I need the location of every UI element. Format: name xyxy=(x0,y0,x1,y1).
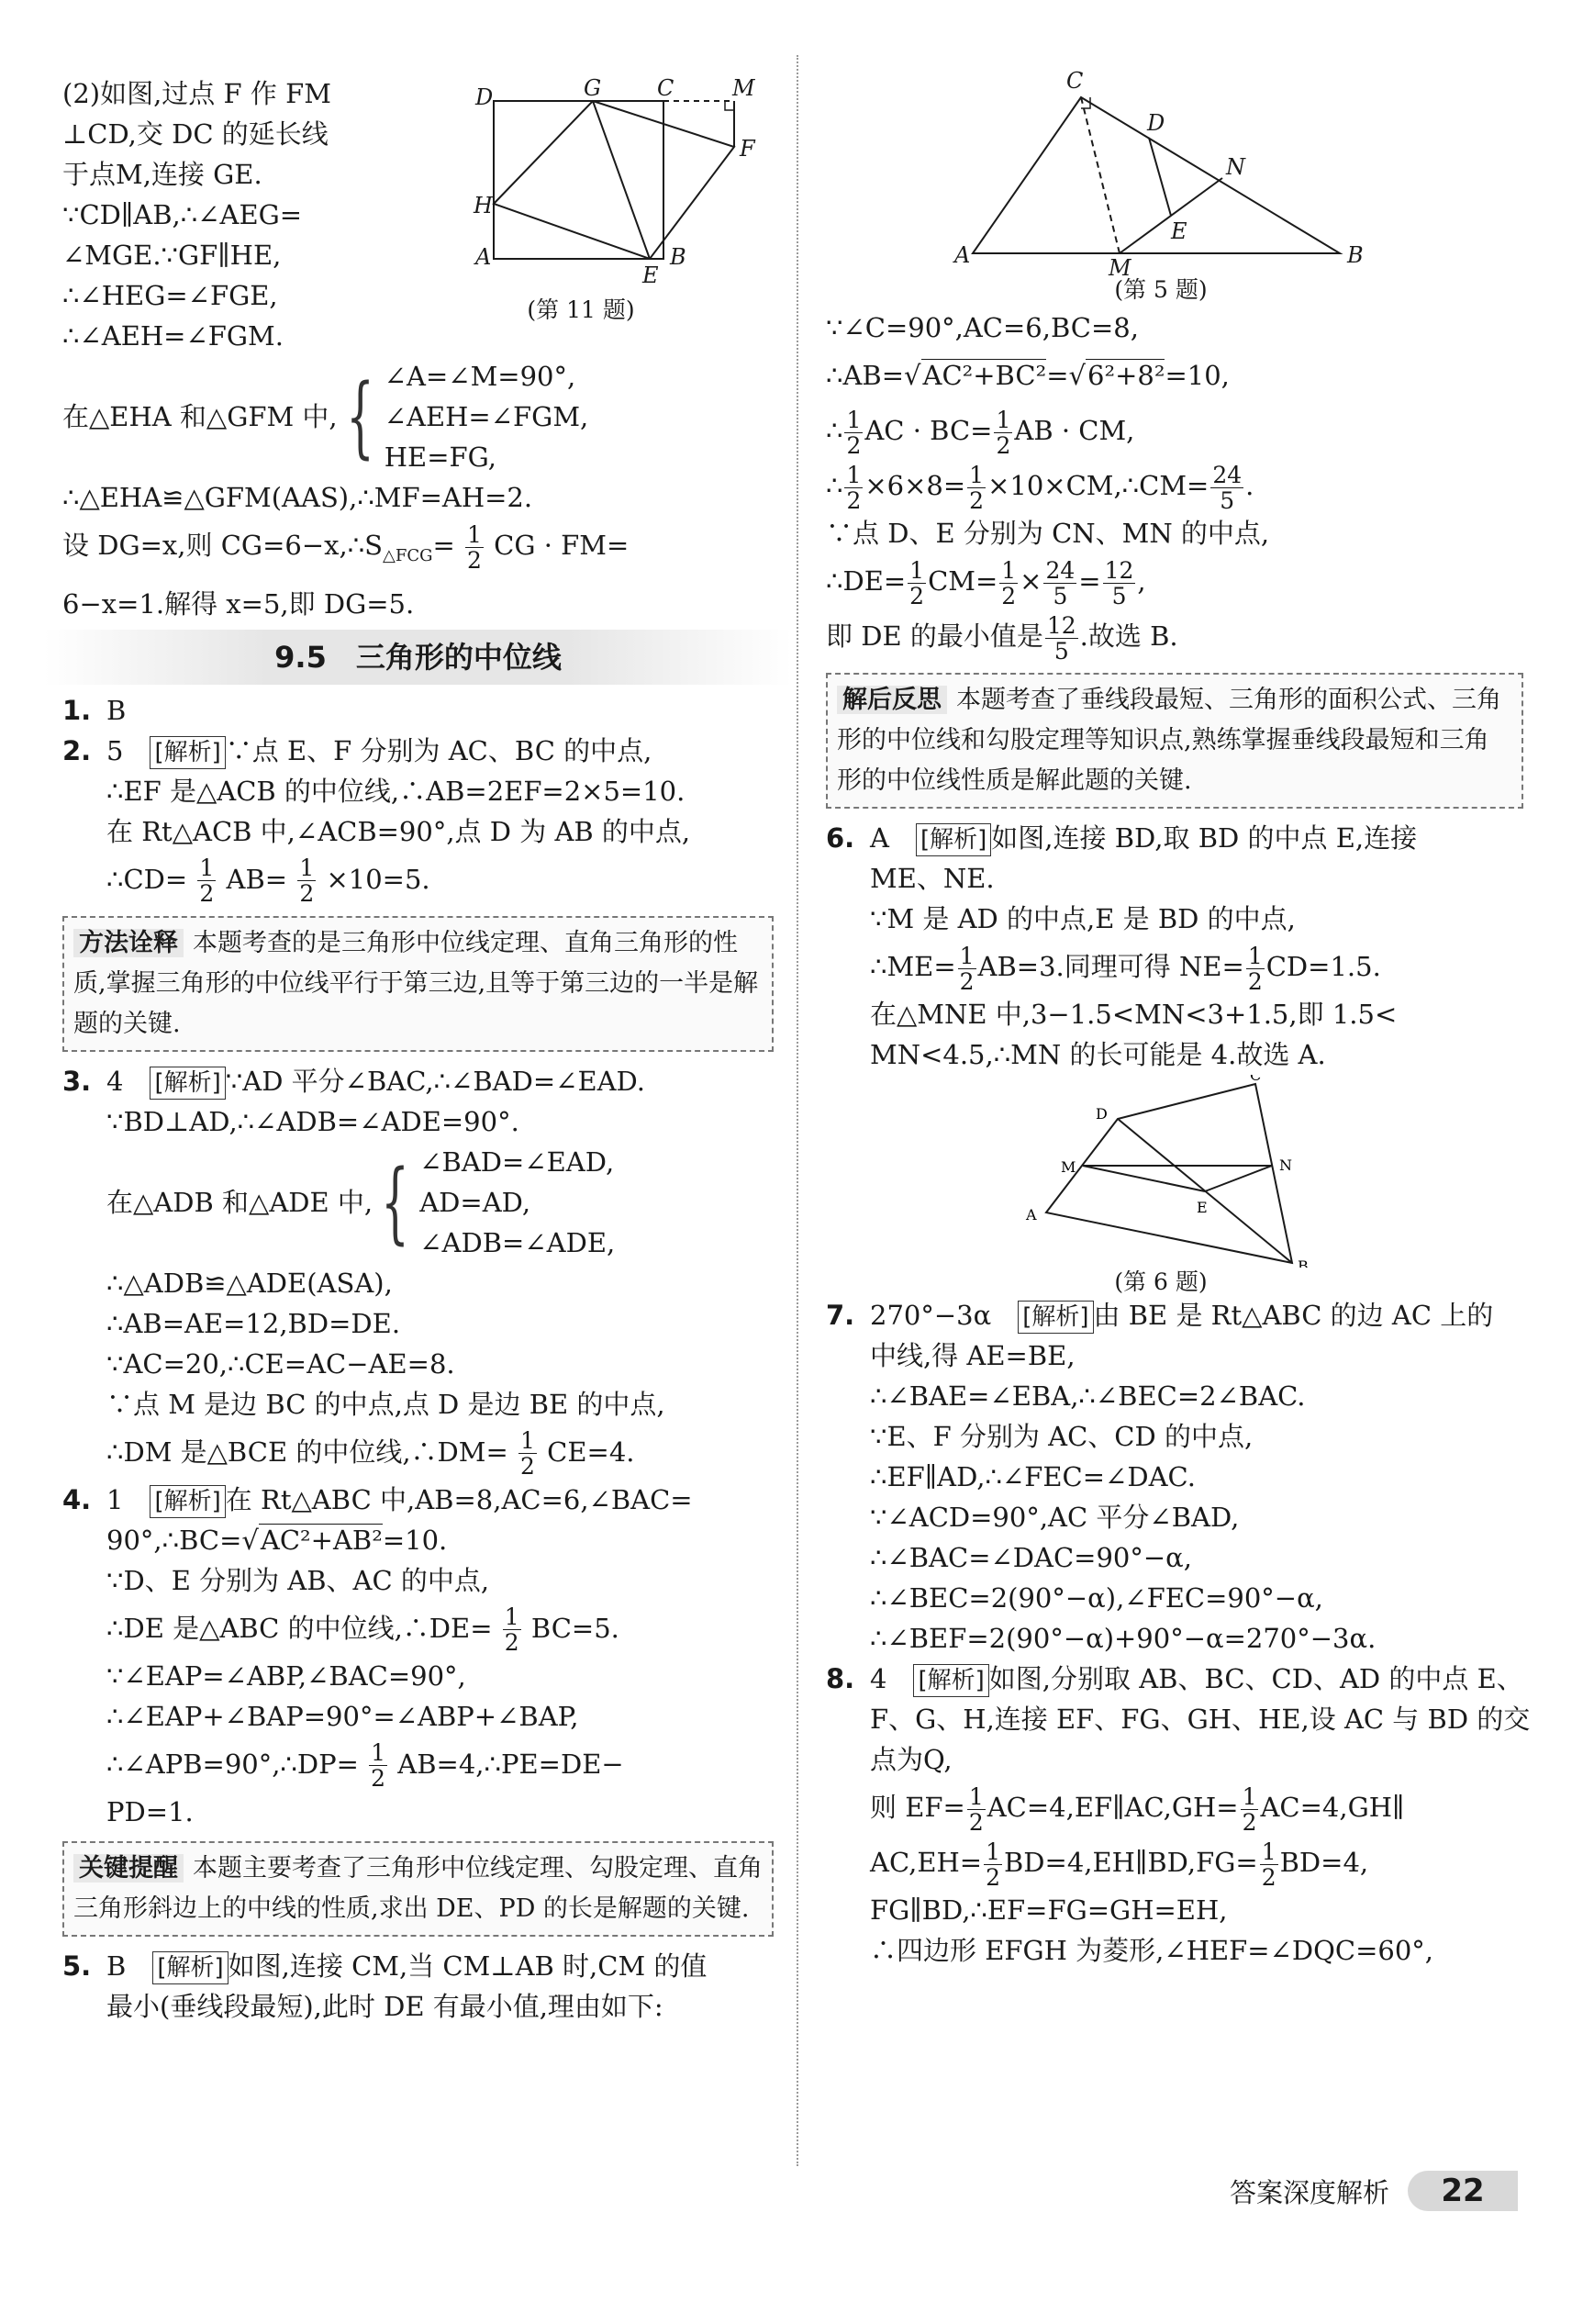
brace-icon: { xyxy=(345,365,374,468)
system-line: ∠AEH=∠FGM, xyxy=(384,401,589,432)
point-label: F xyxy=(740,136,755,162)
point-label: E xyxy=(1197,1199,1208,1216)
text-segment: , xyxy=(1137,565,1146,597)
text-line xyxy=(62,852,774,907)
text-line xyxy=(826,609,1523,664)
text-line: ∴∠EAP+∠BAP=90°=∠ABP+∠BAP, xyxy=(106,1700,579,1732)
text-segment: 如图,分别取 AB、BC、CD、AD 的中点 E、 xyxy=(988,1663,1523,1694)
denominator: 2 xyxy=(504,1629,519,1657)
answer-7 xyxy=(826,1295,1523,1335)
text-segment: =10. xyxy=(382,1524,448,1556)
text-segment: AB=4,∴PE=DE− xyxy=(397,1748,624,1780)
text-segment: = xyxy=(1078,565,1101,597)
system-line: ∠ADB=∠ADE, xyxy=(419,1226,616,1258)
text-line: ∵点 M 是边 BC 的中点,点 D 是边 BE 的中点, xyxy=(106,1388,665,1420)
analysis-tag: [解析] xyxy=(1018,1301,1093,1334)
fraction xyxy=(1241,1784,1259,1835)
text-segment: = xyxy=(432,530,455,561)
denominator: 2 xyxy=(996,431,1011,459)
text-line: ∴四边形 EFGH 为菱形,∠HEF=∠DQC=60°, xyxy=(870,1935,1434,1966)
analysis-label: 解析 xyxy=(930,826,978,854)
reflection-note xyxy=(826,673,1523,809)
answer-3 xyxy=(62,1061,774,1101)
numerator: 1 xyxy=(371,1739,386,1767)
text-segment: AB=3.同理可得 NE= xyxy=(977,951,1244,982)
fraction xyxy=(984,1839,1002,1890)
point-label: B xyxy=(1298,1257,1309,1268)
fraction xyxy=(465,522,484,573)
answer-value: 1 xyxy=(106,1483,124,1515)
text-segment: =10, xyxy=(1165,360,1230,391)
text-line: ∴∠BEC=2(90°−α),∠FEC=90°−α, xyxy=(870,1582,1323,1614)
congruence-system-11 xyxy=(62,356,774,477)
text-line: ME、NE. xyxy=(870,863,995,894)
numerator: 1 xyxy=(1001,556,1017,584)
text-line: ∵E、F 分别为 AC、CD 的中点, xyxy=(870,1421,1254,1452)
numerator: 1 xyxy=(1247,942,1263,969)
text-segment: ∴ xyxy=(826,415,843,446)
system-line: AD=AD, xyxy=(419,1186,531,1218)
quadrilateral-abcd xyxy=(1046,1084,1292,1263)
text-segment: AC · BC= xyxy=(864,415,993,446)
answer-value: B xyxy=(106,1950,127,1982)
numerator: 1 xyxy=(909,556,925,584)
figure-5 xyxy=(954,61,1395,318)
denominator: 2 xyxy=(1261,1863,1276,1891)
text-segment: ∴DE 是△ABC 的中位线,∴DE= xyxy=(106,1612,493,1644)
fraction xyxy=(967,1784,986,1835)
numerator: 1 xyxy=(996,406,1011,433)
denominator: 2 xyxy=(846,486,862,514)
numerator: 1 xyxy=(1261,1838,1276,1865)
segment-cm xyxy=(1081,97,1120,253)
text-line xyxy=(62,1425,774,1480)
numerator: 1 xyxy=(299,855,315,882)
point-label: C xyxy=(1066,68,1084,94)
numerator: 1 xyxy=(986,1838,1000,1865)
text-segment: ×6×8= xyxy=(864,470,966,501)
figure-6-svg xyxy=(826,1075,1523,1268)
analysis-tag: [解析] xyxy=(150,736,225,769)
question-number: 6. xyxy=(826,822,855,854)
method-note xyxy=(62,916,774,1052)
text-segment: BD=4, xyxy=(1279,1847,1369,1878)
text-segment: BD=4,EH∥BD,FG= xyxy=(1003,1847,1258,1878)
denominator: 2 xyxy=(371,1765,386,1793)
point-label: M xyxy=(1061,1158,1076,1176)
point-label: C xyxy=(657,75,674,101)
note-text: 本题考查了垂线段最短、三角形的面积公式、三角形的中位线和勾股定理等知识点,熟练掌握垂线段最短和三角形的中位线性质是解此题的关键. xyxy=(837,686,1501,795)
question-number: 7. xyxy=(826,1300,855,1331)
text-segment: 在 Rt△ABC 中,AB=8,AC=6,∠BAC= xyxy=(225,1483,693,1515)
note-text: 本题主要考查了三角形中位线定理、勾股定理、直角三角形斜边上的中线的性质,求出 DE、PD 的长是解题的关键. xyxy=(73,1853,763,1923)
answer-value: 4 xyxy=(870,1663,887,1694)
point-label: A xyxy=(954,242,971,268)
text-segment: ∴DE= xyxy=(826,565,907,597)
point-label: B xyxy=(1347,242,1364,268)
text-line: 于点M,连接 GE. xyxy=(62,159,262,190)
denominator: 2 xyxy=(986,1863,1000,1891)
text-segment: ∴∠APB=90°,∴DP= xyxy=(106,1748,359,1780)
text-line: (2)如图,过点 F 作 FM xyxy=(62,78,331,109)
text-segment: CD=1.5. xyxy=(1265,951,1381,982)
text-line: ∴EF∥AD,∴∠FEC=∠DAC. xyxy=(870,1461,1196,1492)
text-segment: AC=4,EF∥AC,GH= xyxy=(986,1792,1239,1823)
footer-title: 答案深度解析 xyxy=(1230,2176,1390,2208)
text-line: ∴∠HEG=∠FGE, xyxy=(62,280,278,311)
numerator: 1 xyxy=(846,406,862,433)
radicand: AC²+BC² xyxy=(922,360,1047,391)
point-label: C xyxy=(1250,1075,1262,1084)
denominator: 5 xyxy=(1220,486,1235,514)
section-title: 9.5 三角形的中位线 xyxy=(44,630,792,685)
text-segment: ∴CD= xyxy=(106,863,188,895)
denominator: 2 xyxy=(968,1808,984,1836)
page-number: 22 xyxy=(1408,2171,1518,2211)
analysis-label: 解析 xyxy=(927,1667,975,1694)
text-segment: ×10=5. xyxy=(326,863,430,895)
text-line: F、G、H,连接 EF、FG、GH、HE,设 AC 与 BD 的交 xyxy=(870,1704,1531,1735)
text-segment: 则 EF= xyxy=(870,1792,965,1823)
text-segment: 如图,连接 CM,当 CM⊥AB 时,CM 的值 xyxy=(228,1950,708,1982)
system-prefix: 在△EHA 和△GFM 中, xyxy=(62,401,338,432)
text-segment: 设 DG=x,则 CG=6−x,∴S xyxy=(62,530,384,561)
text-line: ∵M 是 AD 的中点,E 是 BD 的中点, xyxy=(870,903,1296,934)
answer-8 xyxy=(826,1659,1523,1699)
text-line xyxy=(826,1780,1523,1835)
analysis-label: 解析 xyxy=(163,1487,212,1515)
fraction xyxy=(197,855,216,906)
problem-11-part-2 xyxy=(62,73,429,356)
text-segment: .故选 B. xyxy=(1079,620,1178,652)
numerator: 1 xyxy=(504,1603,519,1631)
figure-caption: (第 5 题) xyxy=(1114,276,1208,303)
text-segment: ∵AD 平分∠BAC,∴∠BAD=∠EAD. xyxy=(225,1065,645,1097)
radicand: 6²+8² xyxy=(1087,360,1165,391)
text-segment: ×10×CM,∴CM= xyxy=(987,470,1209,501)
square-abcd xyxy=(494,101,663,259)
figure-caption: (第 11 题) xyxy=(527,296,635,323)
text-segment: 即 DE 的最小值是 xyxy=(826,620,1043,652)
answer-value: A xyxy=(870,822,889,854)
text-line: ∴AB=√AC²+BC²=√6²+8²=10, xyxy=(826,360,1230,391)
numerator: 1 xyxy=(1242,1782,1257,1810)
text-line: 中线,得 AE=BE, xyxy=(870,1340,1076,1371)
text-segment: ∴DM 是△BCE 的中位线,∴DM= xyxy=(106,1436,508,1468)
right-column xyxy=(826,307,1531,1971)
point-label: D xyxy=(475,84,494,110)
text-segment: 90°,∴BC= xyxy=(106,1524,242,1556)
text-line: MN<4.5,∴MN 的长可能是 4.故选 A. xyxy=(870,1039,1326,1070)
numerator: 24 xyxy=(1212,461,1243,488)
text-line: FG∥BD,∴EF=FG=GH=EH, xyxy=(870,1894,1228,1926)
question-number: 4. xyxy=(62,1483,92,1515)
text-line: ∵AC=20,∴CE=AC−AE=8. xyxy=(106,1347,455,1380)
numerator: 24 xyxy=(1045,556,1076,584)
numerator: 1 xyxy=(959,942,975,969)
point-label: M xyxy=(1109,255,1131,281)
question-number: 5. xyxy=(62,1950,92,1982)
fraction xyxy=(503,1604,521,1655)
system-prefix: 在△ADB 和△ADE 中, xyxy=(106,1186,373,1218)
text-segment: × xyxy=(1020,565,1042,597)
text-line: ∴∠BAC=∠DAC=90°−α, xyxy=(870,1542,1192,1573)
fraction xyxy=(1260,1839,1278,1890)
text-line: ∵点 D、E 分别为 CN、MN 的中点, xyxy=(826,518,1270,549)
fraction xyxy=(1246,944,1265,994)
denominator: 2 xyxy=(299,880,315,908)
analysis-label: 解析 xyxy=(163,1068,212,1097)
text-line: ∵∠ACD=90°,AC 平分∠BAD, xyxy=(870,1502,1240,1533)
left-column xyxy=(62,73,774,2027)
point-label: M xyxy=(732,75,755,101)
text-line: ∵CD∥AB,∴∠AEG= xyxy=(62,199,303,230)
denominator: 2 xyxy=(1247,967,1263,995)
denominator: 2 xyxy=(846,431,862,459)
key-note xyxy=(62,1841,774,1937)
text-segment: AC,EH= xyxy=(870,1847,983,1878)
point-label: A xyxy=(475,244,492,270)
analysis-label: 解析 xyxy=(163,738,212,766)
text-line: 90°,∴BC=√AC²+AB²=10. xyxy=(106,1524,448,1556)
denominator: 5 xyxy=(1053,582,1068,609)
text-segment: ∵点 E、F 分别为 AC、BC 的中点, xyxy=(225,734,652,766)
denominator: 2 xyxy=(199,880,215,908)
question-number: 2. xyxy=(62,734,92,766)
fraction xyxy=(994,408,1012,458)
numerator: 1 xyxy=(520,1427,535,1455)
text-line xyxy=(826,553,1523,609)
text-line: 最小(垂线段最短),此时 DE 有最小值,理由如下: xyxy=(106,1990,663,2022)
question-number: 3. xyxy=(62,1065,92,1097)
congruence-system-3 xyxy=(62,1142,774,1263)
denominator: 2 xyxy=(467,546,482,574)
fraction xyxy=(908,558,926,609)
answer-5 xyxy=(62,1946,774,1986)
fraction xyxy=(1103,558,1136,609)
numerator: 1 xyxy=(968,1782,984,1810)
point-label: B xyxy=(670,244,686,270)
text-segment: 由 BE 是 Rt△ABC 的边 AC 上的 xyxy=(1093,1300,1494,1331)
question-number: 1. xyxy=(62,694,92,726)
answer-6 xyxy=(826,818,1523,858)
fraction xyxy=(518,1428,537,1479)
note-label: 方法诠释 xyxy=(73,929,184,957)
denominator: 2 xyxy=(959,967,975,995)
analysis-label: 解析 xyxy=(1031,1303,1080,1331)
figure-11 xyxy=(466,75,769,332)
numerator: 12 xyxy=(1046,611,1076,639)
text-segment: = xyxy=(1046,360,1069,391)
text-line: ∵D、E 分别为 AB、AC 的中点, xyxy=(106,1564,490,1596)
text-segment: ∴ME= xyxy=(870,951,956,982)
denominator: 5 xyxy=(1111,582,1127,609)
fraction xyxy=(999,558,1018,609)
text-line: ∴△ADB≌△ADE(ASA), xyxy=(106,1267,393,1299)
text-line: ∵∠C=90°,AC=6,BC=8, xyxy=(826,312,1139,343)
point-label: E xyxy=(1171,218,1187,244)
note-label: 关键提醒 xyxy=(73,1854,184,1883)
text-line xyxy=(826,403,1523,458)
analysis-tag: [解析] xyxy=(150,1067,225,1100)
text-line xyxy=(62,1737,774,1792)
text-line: ∴∠AEH=∠FGM. xyxy=(62,320,284,352)
text-segment: CE=4. xyxy=(547,1436,635,1468)
answer-2 xyxy=(62,731,774,771)
point-label: G xyxy=(584,75,602,101)
text-segment: 如图,连接 BD,取 BD 的中点 E,连接 xyxy=(991,822,1418,854)
subscript: △FCG xyxy=(383,545,433,565)
radicand: AC²+AB² xyxy=(260,1524,383,1556)
point-label: N xyxy=(1226,154,1245,180)
figure-6 xyxy=(826,1075,1523,1295)
analysis-tag: [解析] xyxy=(916,823,991,856)
brace-icon: { xyxy=(381,1150,409,1254)
numerator: 1 xyxy=(199,855,215,882)
text-line: ∠MGE.∵GF∥HE, xyxy=(62,240,282,271)
analysis-tag: [解析] xyxy=(150,1485,225,1518)
text-line: ∴∠BAE=∠EBA,∴∠BEC=2∠BAC. xyxy=(870,1380,1306,1412)
fraction xyxy=(844,463,863,513)
fraction xyxy=(1210,463,1243,513)
text-segment: ∴AB= xyxy=(826,360,905,391)
fraction xyxy=(369,1740,387,1791)
text-segment: ∴ xyxy=(826,470,843,501)
question-number: 8. xyxy=(826,1663,855,1694)
fraction xyxy=(967,463,986,513)
denominator: 2 xyxy=(1242,1808,1257,1836)
segment-ge xyxy=(593,101,650,259)
text-line xyxy=(826,1835,1523,1890)
text-line xyxy=(826,939,1523,994)
text-segment: CG · FM= xyxy=(494,530,630,561)
text-line: ∴AB=AE=12,BD=DE. xyxy=(106,1307,401,1339)
analysis-label: 解析 xyxy=(166,1953,215,1982)
text-line: ∴EF 是△ACB 的中位线,∴AB=2EF=2×5=10. xyxy=(106,775,686,807)
text-line: ∵∠EAP=∠ABP,∠BAC=90°, xyxy=(106,1659,466,1692)
segment-ne xyxy=(1205,1166,1272,1191)
text-segment: CM= xyxy=(928,565,998,597)
point-label: N xyxy=(1279,1156,1292,1174)
text-line: 在△MNE 中,3−1.5<MN<3+1.5,即 1.5< xyxy=(870,999,1398,1030)
text-line: ⊥CD,交 DC 的延长线 xyxy=(62,118,329,150)
denominator: 5 xyxy=(1053,637,1069,665)
text-segment: . xyxy=(1245,470,1254,501)
numerator: 1 xyxy=(846,461,862,488)
text-segment: BC=5. xyxy=(530,1612,619,1644)
fraction xyxy=(844,408,863,458)
text-segment: AC=4,GH∥ xyxy=(1260,1792,1405,1823)
point-label: E xyxy=(642,263,659,288)
text-line: 在 Rt△ACB 中,∠ACB=90°,点 D 为 AB 的中点, xyxy=(106,815,691,847)
text-line: PD=1. xyxy=(106,1795,194,1827)
text-line: 6−x=1.解得 x=5,即 DG=5. xyxy=(62,587,415,620)
answer-value: B xyxy=(106,694,127,726)
page-footer xyxy=(1230,2171,1518,2211)
numerator: 1 xyxy=(969,461,985,488)
text-line: 点为Q, xyxy=(870,1744,953,1775)
point-label: A xyxy=(1026,1206,1037,1223)
segment-me xyxy=(1083,1166,1205,1191)
numerator: 1 xyxy=(467,520,482,548)
answer-4 xyxy=(62,1480,774,1520)
answer-1 xyxy=(62,690,774,731)
numerator: 12 xyxy=(1104,556,1134,584)
area-line xyxy=(62,518,774,584)
right-angle-mark xyxy=(725,101,734,110)
system-line: HE=FG, xyxy=(384,441,496,473)
fraction xyxy=(1043,558,1076,609)
text-line xyxy=(62,1601,774,1656)
analysis-tag: [解析] xyxy=(913,1664,988,1697)
system-line: ∠BAD=∠EAD, xyxy=(419,1145,615,1178)
fraction xyxy=(297,855,316,906)
fraction xyxy=(958,944,976,994)
answer-value: 5 xyxy=(106,734,124,766)
fraction xyxy=(1045,613,1078,664)
point-label: H xyxy=(474,193,493,218)
figure-5-svg xyxy=(954,61,1395,290)
denominator: 2 xyxy=(1001,582,1017,609)
text-line: ∴∠BEF=2(90°−α)+90°−α=270°−3α. xyxy=(870,1623,1377,1654)
answer-value: 4 xyxy=(106,1065,124,1097)
denominator: 2 xyxy=(969,486,985,514)
note-label: 解后反思 xyxy=(837,686,947,714)
analysis-tag: [解析] xyxy=(152,1951,228,1984)
text-line: ∵BD⊥AD,∴∠ADB=∠ADE=90°. xyxy=(106,1105,519,1137)
note-text: 本题考查的是三角形中位线定理、直角三角形的性质,掌握三角形的中位线平行于第三边,且等于第三边的一半是解题的关键. xyxy=(73,928,759,1038)
column-divider xyxy=(797,55,798,2166)
denominator: 2 xyxy=(520,1453,535,1480)
square-efgh xyxy=(494,101,734,259)
text-segment: AB · CM, xyxy=(1014,415,1135,446)
denominator: 2 xyxy=(909,582,925,609)
figure-caption: (第 6 题) xyxy=(1114,1268,1208,1295)
system-line: ∠A=∠M=90°, xyxy=(384,361,576,392)
point-label: D xyxy=(1147,110,1165,136)
answer-value: 270°−3α xyxy=(870,1300,992,1331)
text-line: ∴△EHA≌△GFM(AAS),∴MF=AH=2. xyxy=(62,482,533,513)
point-label: D xyxy=(1096,1105,1108,1123)
text-segment: AB= xyxy=(226,863,288,895)
text-line xyxy=(826,458,1523,513)
